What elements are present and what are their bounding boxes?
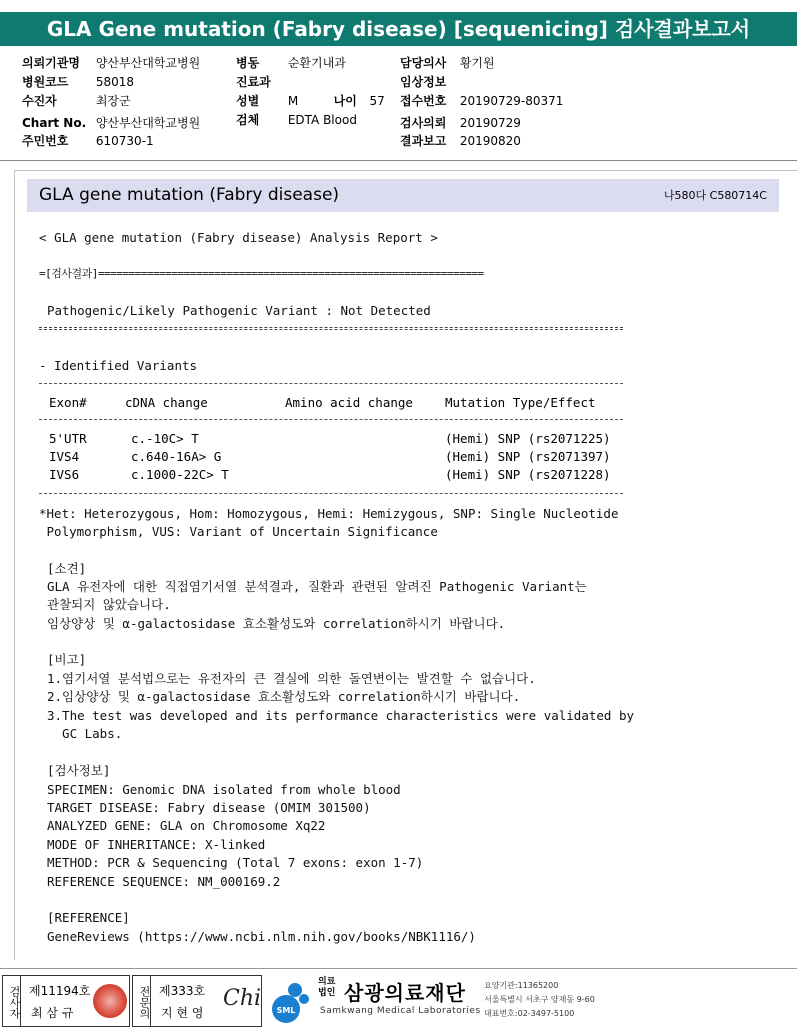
- info-value: 황기원: [459, 56, 495, 70]
- variant-row: [49, 448, 629, 466]
- info-row: [22, 54, 200, 73]
- variant-effect: (Hemi) SNP (rs2071225): [445, 431, 611, 446]
- method: METHOD: PCR & Sequencing (Total 7 exons: exon 1-7): [47, 855, 424, 870]
- info-label: 검사의뢰: [400, 116, 447, 130]
- info-value: 610730-1: [95, 134, 154, 148]
- analyzed-gene: ANALYZED GENE: GLA on Chromosome Xq22: [47, 818, 326, 833]
- column-header: Exon#: [49, 395, 87, 410]
- opinion-label: [소견]: [47, 561, 87, 576]
- variant-table-header: [49, 394, 629, 412]
- pathogenic-line: Pathogenic/Likely Pathogenic Variant : Not Detected: [47, 303, 431, 318]
- report-header-code: 나580다 C580714C: [663, 189, 767, 202]
- analysis-title: < GLA gene mutation (Fabry disease) Analysis Report >: [39, 230, 438, 245]
- sml-logo-icon: [268, 975, 314, 1025]
- org-name: 삼광의료재단: [344, 981, 466, 1005]
- info-row: [22, 92, 131, 111]
- report-header-title: GLA gene mutation (Fabry disease): [39, 185, 340, 205]
- info-value: 20190820: [459, 134, 521, 148]
- reference-label: [REFERENCE]: [47, 910, 130, 925]
- examiner-id: 제11194호: [29, 984, 91, 998]
- info-label: 수진자: [22, 94, 57, 108]
- variant-exon: IVS4: [49, 449, 80, 464]
- variant-exon: IVS6: [49, 467, 80, 482]
- info-label: 담당의사: [400, 56, 447, 70]
- dash-rule: [39, 383, 623, 384]
- info-value: EDTA Blood: [287, 113, 357, 127]
- info-value: 20190729: [459, 116, 521, 130]
- dash-rule: [39, 493, 623, 494]
- info-value: M: [287, 94, 299, 108]
- column-header: Mutation Type/Effect: [445, 395, 596, 410]
- opinion-text: GLA 유전자에 대한 직접염기서열 분석결과, 질환과 관련된 알려진 Pathogenic Variant는: [47, 579, 587, 594]
- variant-cdna: c.1000-22C> T: [131, 467, 229, 482]
- variant-row: [49, 466, 629, 484]
- testinfo-label: [검사정보]: [47, 763, 111, 778]
- org-code: 요양기관:11365200: [484, 981, 559, 990]
- info-value: 순환기내과: [287, 56, 346, 70]
- info-row: [236, 54, 346, 73]
- footnote: Polymorphism, VUS: Variant of Uncertain Significance: [39, 524, 438, 539]
- column-header: Amino acid change: [285, 395, 413, 410]
- info-row: [400, 114, 521, 133]
- info-label: 병동: [236, 56, 260, 70]
- info-row: [400, 132, 521, 151]
- info-row: [236, 73, 288, 92]
- info-label: 검체: [236, 113, 260, 127]
- remark-text: 3.The test was developed and its performance characteristics were validated by: [47, 708, 634, 723]
- report-body: [14, 170, 797, 960]
- reference-link[interactable]: GeneReviews (https://www.ncbi.nlm.nih.gov/books/NBK1116/): [47, 929, 476, 944]
- info-value: 양산부산대학교병원: [95, 56, 201, 70]
- info-value: 최장군: [95, 94, 131, 108]
- info-row: [400, 73, 460, 92]
- info-value: 20190729-80371: [459, 94, 564, 108]
- specimen: SPECIMEN: Genomic DNA isolated from whole blood: [47, 782, 401, 797]
- specialist-id: 제333호: [159, 984, 206, 998]
- info-row: [22, 73, 134, 92]
- info-label: 결과보고: [400, 134, 447, 148]
- info-label: 병원코드: [22, 75, 69, 89]
- opinion-text: 관찰되지 않았습니다.: [47, 597, 171, 612]
- report-footer: [0, 968, 797, 1027]
- remark-text: 1.염기서열 분석법으로는 유전자의 큰 결실에 의한 돌연변이는 발견할 수 없습니다.: [47, 671, 536, 686]
- signature: Chi: [223, 986, 262, 1011]
- org-phone: 대표번호:02-3497-5100: [484, 1009, 575, 1018]
- examiner-name: 최 삼 규: [31, 1006, 74, 1020]
- reference-sequence: REFERENCE SEQUENCE: NM_000169.2: [47, 874, 281, 889]
- specialist-box: [132, 975, 262, 1027]
- info-row: [22, 114, 200, 133]
- report-title-bar: GLA Gene mutation (Fabry disease) [sequenicing] 검사결과보고서: [0, 12, 797, 46]
- info-row: [400, 92, 563, 111]
- info-label: 성별: [236, 94, 260, 108]
- info-value: 양산부산대학교병원: [95, 116, 201, 130]
- variant-effect: (Hemi) SNP (rs2071228): [445, 467, 611, 482]
- info-row: [236, 92, 385, 111]
- variant-cdna: c.-10C> T: [131, 431, 199, 446]
- dash-rule: [39, 419, 623, 420]
- seal-stamp-icon: [93, 984, 127, 1018]
- age-label: 나이: [333, 94, 357, 108]
- remark-text: 2.임상양상 및 α-galactosidase 효소활성도와 correlation하시기 바랍니다.: [47, 689, 521, 704]
- identified-label: - Identified Variants: [39, 358, 198, 373]
- remark-text: GC Labs.: [47, 726, 123, 741]
- info-label: 진료과: [236, 75, 271, 89]
- org-prefix: 의료법인: [318, 977, 336, 998]
- info-label: 의뢰기관명: [22, 56, 80, 70]
- result-label: =[검사결과]===============================================================: [39, 267, 484, 280]
- org-address: 서울특별시 서초구 양재동 9-60: [484, 995, 595, 1004]
- divider: [0, 160, 797, 161]
- info-row: [400, 54, 495, 73]
- report-header: [27, 179, 779, 212]
- specialist-label: 전문의: [133, 976, 151, 1026]
- variant-exon: 5'UTR: [49, 431, 87, 446]
- info-label: 접수번호: [400, 94, 447, 108]
- variant-row: [49, 430, 629, 448]
- footnote: *Het: Heterozygous, Hom: Homozygous, Hemi: Hemizygous, SNP: Single Nucleotide: [39, 506, 619, 521]
- column-header: cDNA change: [125, 395, 208, 410]
- info-row: [236, 111, 357, 130]
- info-value: 58018: [95, 75, 135, 89]
- target-disease: TARGET DISEASE: Fabry disease (OMIM 301500): [47, 800, 371, 815]
- info-label: 임상정보: [400, 75, 447, 89]
- variant-cdna: c.640-16A> G: [131, 449, 222, 464]
- remarks-label: [비고]: [47, 652, 87, 667]
- info-label: Chart No.: [22, 116, 87, 130]
- opinion-text: 임상양상 및 α-galactosidase 효소활성도와 correlation하시기 바랍니다.: [47, 616, 506, 631]
- double-rule: [39, 327, 623, 330]
- mode-of-inheritance: MODE OF INHERITANCE: X-linked: [47, 837, 266, 852]
- specialist-name: 지 현 영: [161, 1006, 204, 1020]
- examiner-box: [2, 975, 130, 1027]
- examiner-label: 검사자: [3, 976, 21, 1026]
- org-english: Samkwang Medical Laboratories: [320, 1006, 481, 1016]
- variant-effect: (Hemi) SNP (rs2071397): [445, 449, 611, 464]
- sml-logo-text: SML: [276, 1006, 296, 1015]
- info-row: [22, 132, 154, 151]
- age-value: 57: [369, 94, 385, 108]
- info-label: 주민번호: [22, 134, 69, 148]
